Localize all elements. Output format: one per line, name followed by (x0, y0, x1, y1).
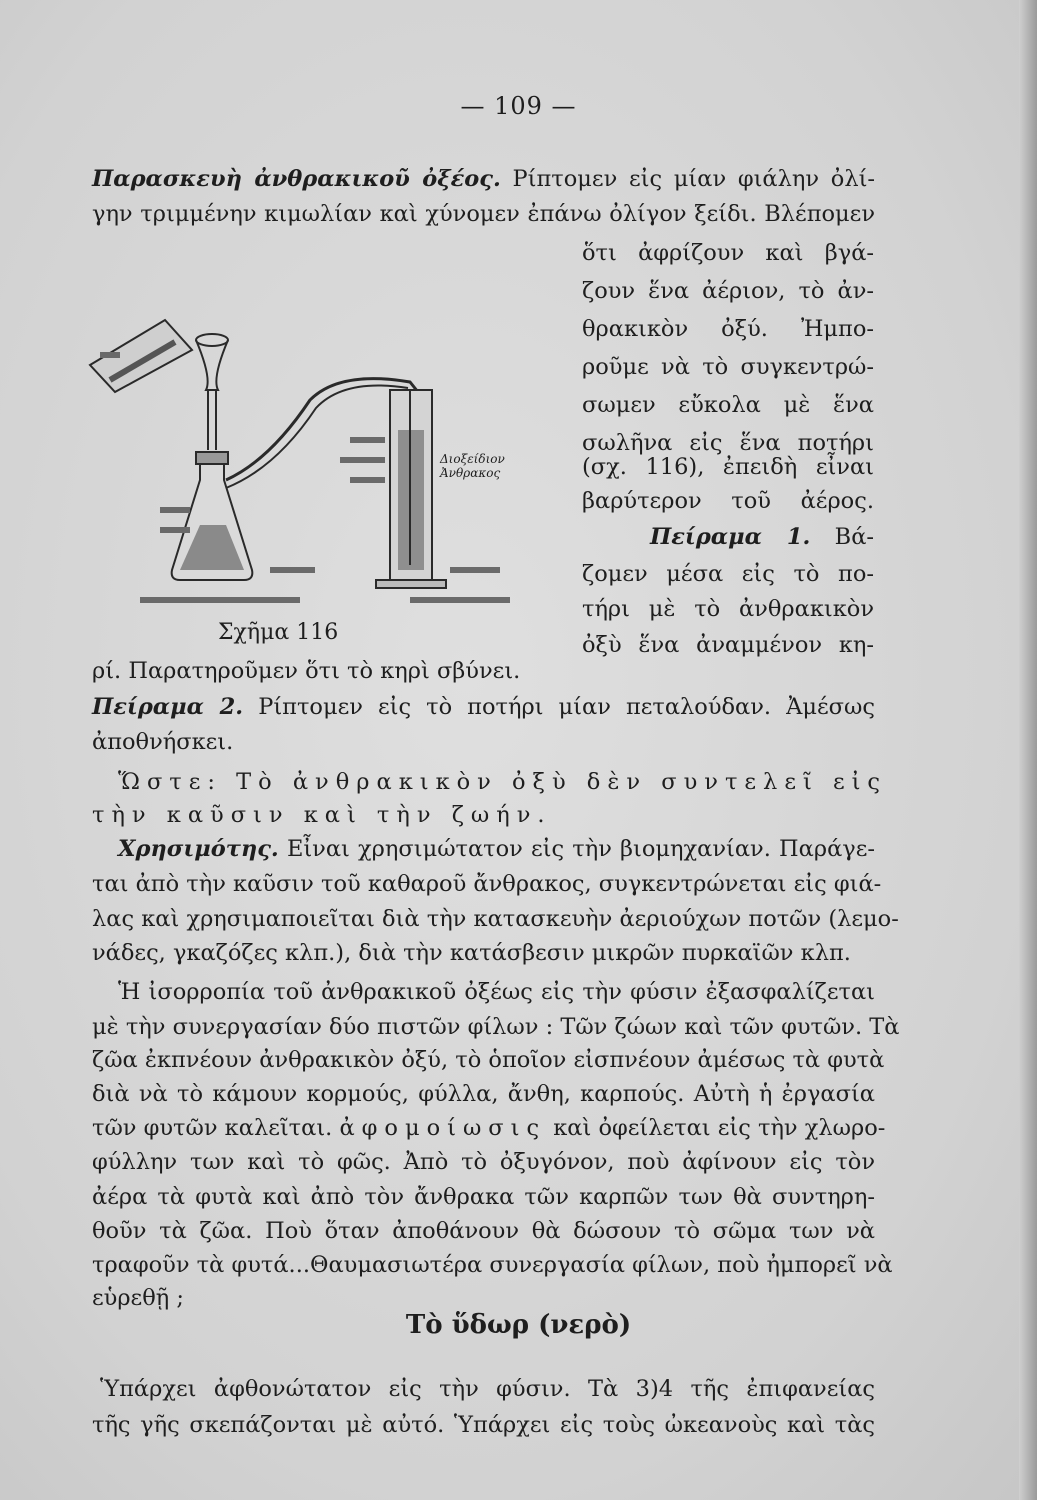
side-text-line: ζομεν μέσα εἰς τὸ πο- (582, 561, 874, 587)
cylinder-icon (376, 390, 446, 588)
paragraph-line (92, 164, 875, 194)
side-text-line: τήρι μὲ τὸ ἀνθρακικὸν (582, 596, 874, 622)
paragraph-line: γην τριμμένην κιμωλίαν καὶ χύνομεν ἐπάνω ὀλίγον ξείδι. Βλέπομεν (92, 201, 875, 227)
side-text-line: σωλῆνα εἰς ἕνα ποτήρι (582, 430, 874, 456)
section-title: Παρασκευὴ ἀνθρακικοῦ ὀξέος. (92, 166, 501, 192)
experiment-2-line (92, 692, 875, 722)
figure-label (440, 452, 505, 480)
section-heading: Τὸ ὕδωρ (νερὸ) (405, 1310, 632, 1340)
figure-label-line-2: Ἀνθρακος (440, 466, 501, 480)
experiment-2-text: Ρίπτομεν εἰς τὸ ποτήρι μίαν πεταλούδαν. Ἀμέσως (258, 694, 875, 720)
figure-label-line-1: Διοξείδιον (440, 452, 505, 466)
paragraph-line: μὲ τὴν συνεργασίαν δύο πιστῶν φίλων : Τῶν ζώων καὶ τῶν φυτῶν. Τὰ (92, 1014, 900, 1040)
usefulness-line (118, 834, 875, 864)
paragraph-line: εὑρεθῇ ; (92, 1285, 184, 1311)
paragraph-line: διὰ νὰ τὸ κάμουν κορμούς, φύλλα, ἄνθη, καρπούς. Αὐτὴ ἡ ἐργασία (92, 1081, 875, 1107)
page-number: — 109 — (460, 92, 577, 120)
paragraph-line: ζῶα ἐκπνέουν ἀνθρακικὸν ὀξύ, τὸ ὁποῖον εἰσπνέουν ἀμέσως τὰ φυτὰ (92, 1047, 885, 1073)
paragraph-line (92, 1113, 886, 1143)
side-text-line: (σχ. 116), ἐπειδὴ εἶναι (582, 454, 874, 480)
conclusion-line: τὴν καῦσιν καὶ τὴν ζωήν. (92, 802, 552, 828)
paragraph-line: λας καὶ χρησιμαποιεῖται διὰ τὴν κατασκευὴν ἀεριούχων ποτῶν (λεμο- (92, 906, 899, 932)
emphasized-term: ἀφομοίωσις (339, 1115, 547, 1141)
paragraph-line: νάδες, γκαζόζες κλπ.), διὰ τὴν κατάσβεσιν μικρῶν πυρκαϊῶν κλπ. (92, 940, 851, 966)
experiment-1-title: Πείραμα 1. (650, 524, 811, 550)
paragraph-line: Ὑπάρχει ἀφθονώτατον εἰς τὴν φύσιν. Τὰ 3)4 τῆς ἐπιφανείας (100, 1376, 875, 1402)
paragraph-text: Ρίπτομεν εἰς μίαν φιάλην ὀλί- (512, 166, 876, 192)
paragraph-line: τῆς γῆς σκεπάζονται μὲ αὐτό. Ὑπάρχει εἰς τοὺς ὠκεανοὺς καὶ τὰς (92, 1412, 875, 1438)
paragraph-line: ται ἀπὸ τὴν καῦσιν τοῦ καθαροῦ ἄνθρακος, συγκεντρώνεται εἰς φιά- (92, 871, 882, 897)
paragraph-text: τῶν φυτῶν καλεῖται. (92, 1115, 333, 1141)
funnel-icon (196, 334, 228, 450)
paragraph-line: φύλλην των καὶ τὸ φῶς. Ἀπὸ τὸ ὀξυγόνον, ποὺ ἀφίνουν εἰς τὸν (92, 1149, 875, 1175)
experiment-1-text: Βά- (834, 524, 874, 550)
figure-apparatus-illustration (80, 270, 550, 620)
paragraph-line: Ἡ ἰσορροπία τοῦ ἀνθρακικοῦ ὀξέως εἰς τὴν φύσιν ἐξασφαλίζεται (118, 979, 875, 1005)
paragraph-line: ἀποθνήσκει. (92, 729, 234, 755)
usefulness-title: Χρησιμότης. (118, 836, 279, 862)
side-text-line: ὅτι ἀφρίζουν καὶ βγά- (582, 240, 874, 266)
side-text-line: θρακικὸν ὀξύ. Ἠμπο- (582, 316, 874, 342)
side-text-line: ροῦμε νὰ τὸ συγκεντρώ- (582, 354, 874, 380)
paragraph-line: ἀέρα τὰ φυτὰ καὶ ἀπὸ τὸν ἄνθρακα τῶν καρπῶν των θὰ συντηρη- (92, 1184, 875, 1210)
paragraph-line: τραφοῦν τὰ φυτά...Θαυμασιωτέρα συνεργασία φίλων, ποὺ ἠμπορεῖ νὰ (92, 1252, 893, 1278)
experiment-2-title: Πείραμα 2. (92, 694, 244, 720)
side-text-line: ὀξὺ ἕνα ἀναμμένον κη- (582, 632, 874, 658)
experiment-1-line (650, 522, 874, 552)
side-text-line: βαρύτερον τοῦ ἀέρος. (582, 488, 874, 514)
side-text-line: σωμεν εὔκολα μὲ ἕνα (582, 392, 874, 418)
paragraph-line: ρί. Παρατηροῦμεν ὅτι τὸ κηρὶ σβύνει. (92, 658, 521, 684)
paragraph-text: καὶ ὀφείλεται εἰς τὴν χλωρο- (553, 1115, 886, 1141)
conclusion-line: Ὥστε: Τὸ ἀνθρακικὸν ὀξὺ δὲν συντελεῖ εἰς (118, 769, 888, 795)
side-text-line: ζουν ἕνα ἀέριον, τὸ ἀν- (582, 278, 874, 304)
page-edge-shadow (1019, 0, 1037, 1500)
figure-caption: Σχῆμα 116 (218, 620, 339, 645)
paragraph-line: θοῦν τὰ ζῶα. Ποὺ ὅταν ἀποθάνουν θὰ δώσουν τὸ σῶμα των νὰ (92, 1218, 875, 1244)
usefulness-text: Εἶναι χρησιμώτατον εἰς τὴν βιομηχανίαν. Παράγε- (286, 836, 875, 862)
